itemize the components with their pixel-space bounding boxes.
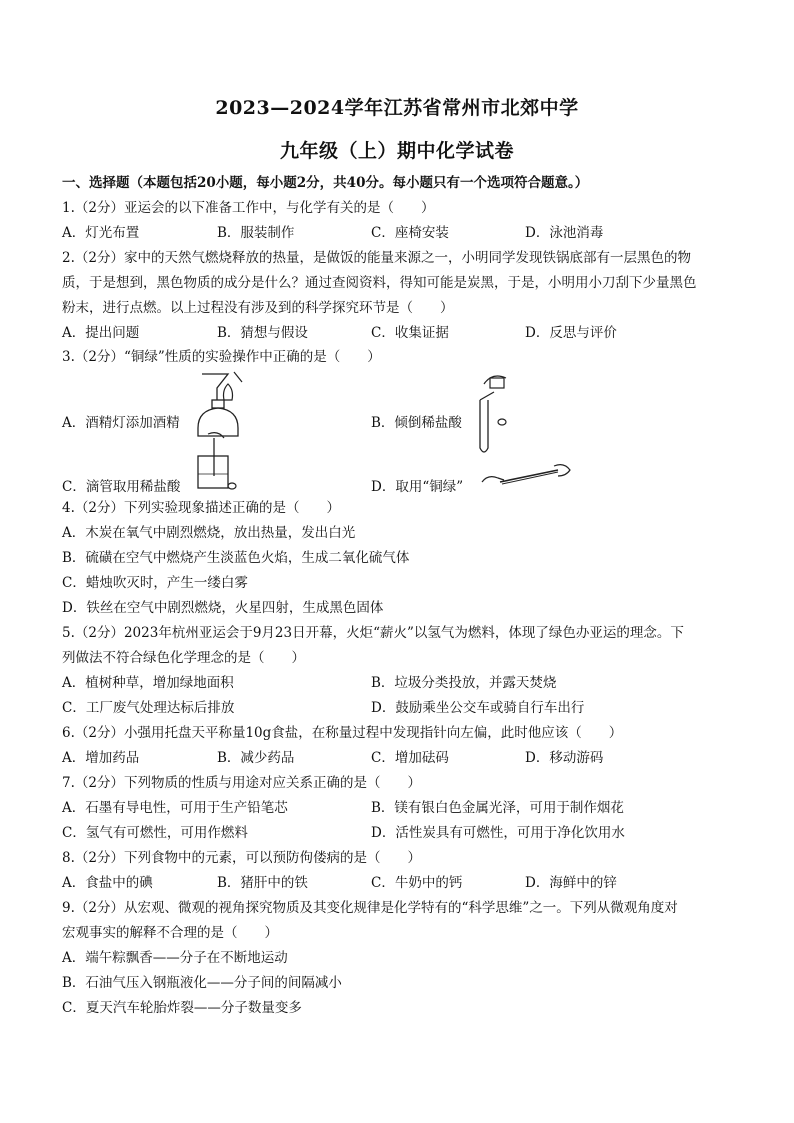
question-9-option-a: A．端午粽飘香——分子在不断地运动: [62, 950, 288, 966]
question-5-option-b: B．垃圾分类投放，并露天焚烧: [371, 675, 557, 691]
question-1-option-b: B．服装制作: [217, 225, 295, 241]
question-1-text: 1.（2分）亚运会的以下准备工作中，与化学有关的是（ ）: [62, 200, 435, 216]
question-7-option-c: C．氢气有可燃性，可用作燃料: [62, 825, 248, 841]
question-4-option-a: A．木炭在氧气中剧烈燃烧，放出热量，发出白光: [62, 525, 356, 541]
question-9-option-b: B．石油气压入钢瓶液化——分子间的间隔减小: [62, 975, 342, 991]
question-9-text-line1: 9.（2分）从宏观、微观的视角探究物质及其变化规律是化学特有的“科学思维”之一。下列从微观角度对: [62, 900, 678, 916]
question-3-option-d: D．取用“铜绿”: [371, 479, 464, 495]
question-3-option-a: A．酒精灯添加酒精: [62, 415, 180, 431]
question-6-option-d: D．移动游码: [525, 750, 604, 766]
question-8-option-c: C．牛奶中的钙: [371, 875, 463, 891]
question-2-option-d: D．反思与评价: [525, 325, 617, 341]
take-powder-illustration: [478, 458, 574, 494]
question-8-option-b: B．猪肝中的铁: [217, 875, 308, 891]
question-7-option-b: B．镁有银白色金属光泽，可用于制作烟花: [371, 800, 624, 816]
question-8-text: 8.（2分）下列食物中的元素，可以预防佝偻病的是（ ）: [62, 850, 421, 866]
question-2-text-line3: 粉末，进行点燃。以上过程没有涉及到的科学探究环节是（ ）: [62, 300, 454, 316]
question-2-option-c: C．收集证据: [371, 325, 449, 341]
section-heading: 一、选择题（本题包括20小题，每小题2分，共40分。每小题只有一个选项符合题意。）: [62, 175, 589, 191]
question-6-text: 6.（2分）小强用托盘天平称量10g食盐，在称量过程中发现指针向左偏，此时他应该（ ）: [62, 725, 623, 741]
question-7-text: 7.（2分）下列物质的性质与用途对应关系正确的是（ ）: [62, 775, 421, 791]
question-1-option-c: C．座椅安装: [371, 225, 449, 241]
question-5-option-c: C．工厂废气处理达标后排放: [62, 700, 235, 716]
question-4-option-d: D．铁丝在空气中剧烈燃烧，火星四射，生成黑色固体: [62, 600, 384, 616]
question-8-option-d: D．海鲜中的锌: [525, 875, 617, 891]
question-7-option-d: D．活性炭具有可燃性，可用于净化饮用水: [371, 825, 625, 841]
question-5-option-d: D．鼓励乘坐公交车或骑自行车出行: [371, 700, 585, 716]
question-9-text-line2: 宏观事实的解释不合理的是（ ）: [62, 925, 278, 941]
question-1-option-a: A．灯光布置: [62, 225, 140, 241]
question-3-option-c: C．滴管取用稀盐酸: [62, 479, 181, 495]
question-5-text-line2: 列做法不符合绿色化学理念的是（ ）: [62, 650, 305, 666]
question-5-option-a: A．植树种草，增加绿地面积: [62, 675, 234, 691]
question-3-text: 3.（2分）“铜绿”性质的实验操作中正确的是（ ）: [62, 349, 381, 365]
question-2-option-a: A．提出问题: [62, 325, 140, 341]
question-2-option-b: B．猜想与假设: [217, 325, 308, 341]
exam-title-line1: 2023—2024学年江苏省常州市北郊中学: [215, 97, 579, 119]
pour-acid-illustration: [470, 370, 520, 462]
question-9-option-c: C．夏天汽车轮胎炸裂——分子数量变多: [62, 1000, 302, 1016]
question-5-text-line1: 5.（2分）2023年杭州亚运会于9月23日开幕，火炬“薪火”以氢气为燃料，体现了绿色办亚运的理念。下: [62, 625, 684, 641]
question-1-option-d: D．泳池消毒: [525, 225, 604, 241]
dropper-illustration: [192, 430, 242, 500]
question-4-text: 4.（2分）下列实验现象描述正确的是（ ）: [62, 500, 340, 516]
question-4-option-b: B．硫磺在空气中燃烧产生淡蓝色火焰，生成二氧化硫气体: [62, 550, 410, 566]
question-7-option-a: A．石墨有导电性，可用于生产铅笔芯: [62, 800, 288, 816]
question-6-option-c: C．增加砝码: [371, 750, 449, 766]
question-6-option-b: B．减少药品: [217, 750, 295, 766]
question-2-text-line1: 2.（2分）家中的天然气燃烧释放的热量，是做饭的能量来源之一，小明同学发现铁锅底部有一层黑色的物: [62, 250, 691, 266]
question-8-option-a: A．食盐中的碘: [62, 875, 153, 891]
question-4-option-c: C．蜡烛吹灭时，产生一缕白雾: [62, 575, 248, 591]
question-2-text-line2: 质，于是想到，黑色物质的成分是什么？通过查阅资料，得知可能是炭黑，于是，小明用小刀刮下少量黑色: [62, 275, 697, 291]
exam-title-line2: 九年级（上）期中化学试卷: [279, 140, 514, 162]
question-6-option-a: A．增加药品: [62, 750, 140, 766]
question-3-option-b: B．倾倒稀盐酸: [371, 415, 462, 431]
